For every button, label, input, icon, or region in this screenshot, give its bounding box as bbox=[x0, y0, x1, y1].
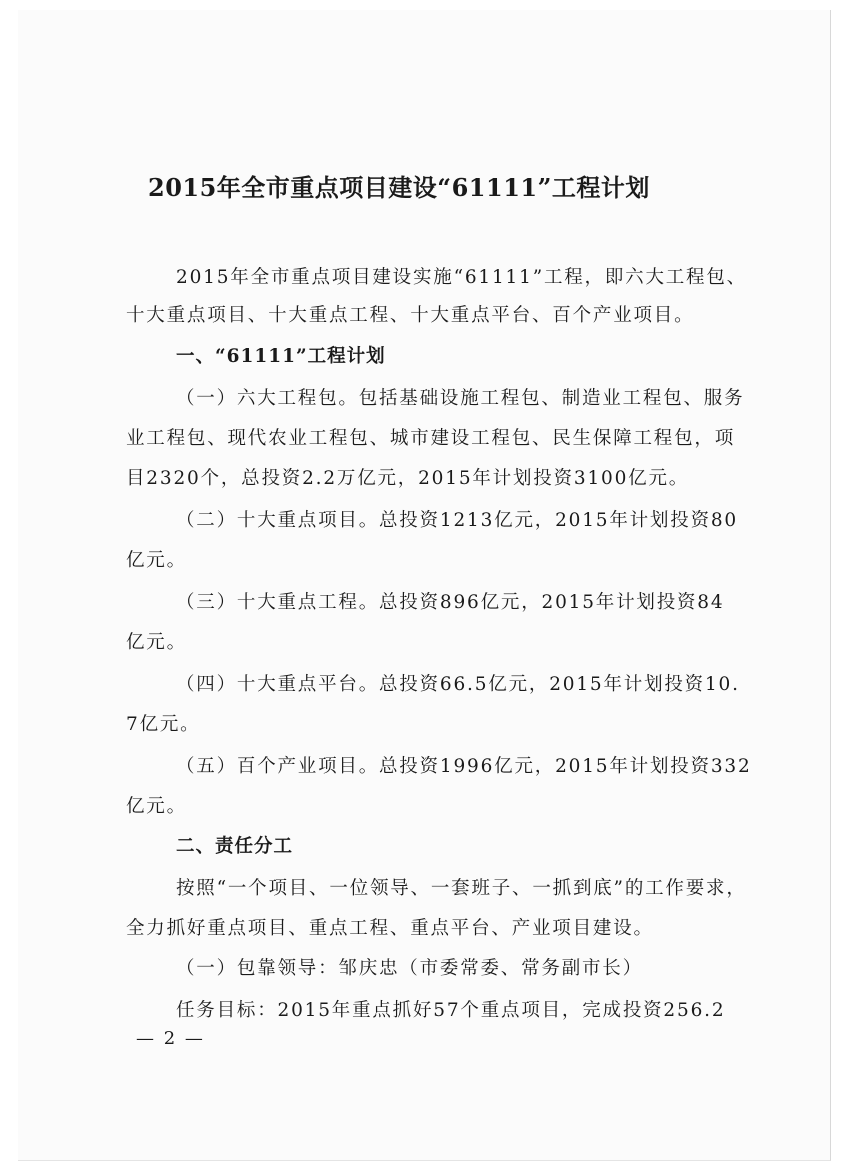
intro-line-2: 十大重点项目、十大重点工程、十大重点平台、百个产业项目。 bbox=[126, 305, 695, 326]
item2-line-1: （二）十大重点项目。总投资1213亿元，2015年计划投资80 bbox=[176, 510, 739, 531]
document-page bbox=[18, 10, 831, 1161]
section2-para-line-2: 全力抓好重点项目、重点工程、重点平台、产业项目建设。 bbox=[126, 918, 654, 939]
section1-heading: 一、“61111”工程计划 bbox=[176, 346, 386, 367]
task-line: 任务目标：2015年重点抓好57个重点项目，完成投资256.2 bbox=[176, 1000, 726, 1021]
item4-line-2: 7亿元。 bbox=[126, 714, 201, 735]
page-number: — 2 — bbox=[136, 1028, 205, 1049]
item3-line-1: （三）十大重点工程。总投资896亿元，2015年计划投资84 bbox=[176, 592, 725, 613]
item5-line-2: 亿元。 bbox=[126, 796, 187, 817]
section2-heading: 二、责任分工 bbox=[176, 836, 294, 857]
item5-line-1: （五）百个产业项目。总投资1996亿元，2015年计划投资332 bbox=[176, 756, 752, 777]
item1-line-2: 业工程包、现代农业工程包、城市建设工程包、民生保障工程包，项 bbox=[126, 428, 736, 449]
section2-para-line-1: 按照“一个项目、一位领导、一套班子、一抓到底”的工作要求， bbox=[176, 878, 747, 899]
intro-line-1: 2015年全市重点项目建设实施“61111”工程，即六大工程包、 bbox=[176, 267, 747, 288]
item3-line-2: 亿元。 bbox=[126, 632, 187, 653]
item2-line-2: 亿元。 bbox=[126, 550, 187, 571]
leader-line: （一）包靠领导：邹庆忠（市委常委、常务副市长） bbox=[176, 958, 643, 979]
item1-line-1: （一）六大工程包。包括基础设施工程包、制造业工程包、服务 bbox=[176, 388, 745, 409]
item1-line-3: 目2320个，总投资2.2万亿元，2015年计划投资3100亿元。 bbox=[126, 468, 690, 489]
item4-line-1: （四）十大重点平台。总投资66.5亿元，2015年计划投资10. bbox=[176, 674, 740, 695]
document-title: 2015年全市重点项目建设“61111”工程计划 bbox=[148, 173, 650, 202]
